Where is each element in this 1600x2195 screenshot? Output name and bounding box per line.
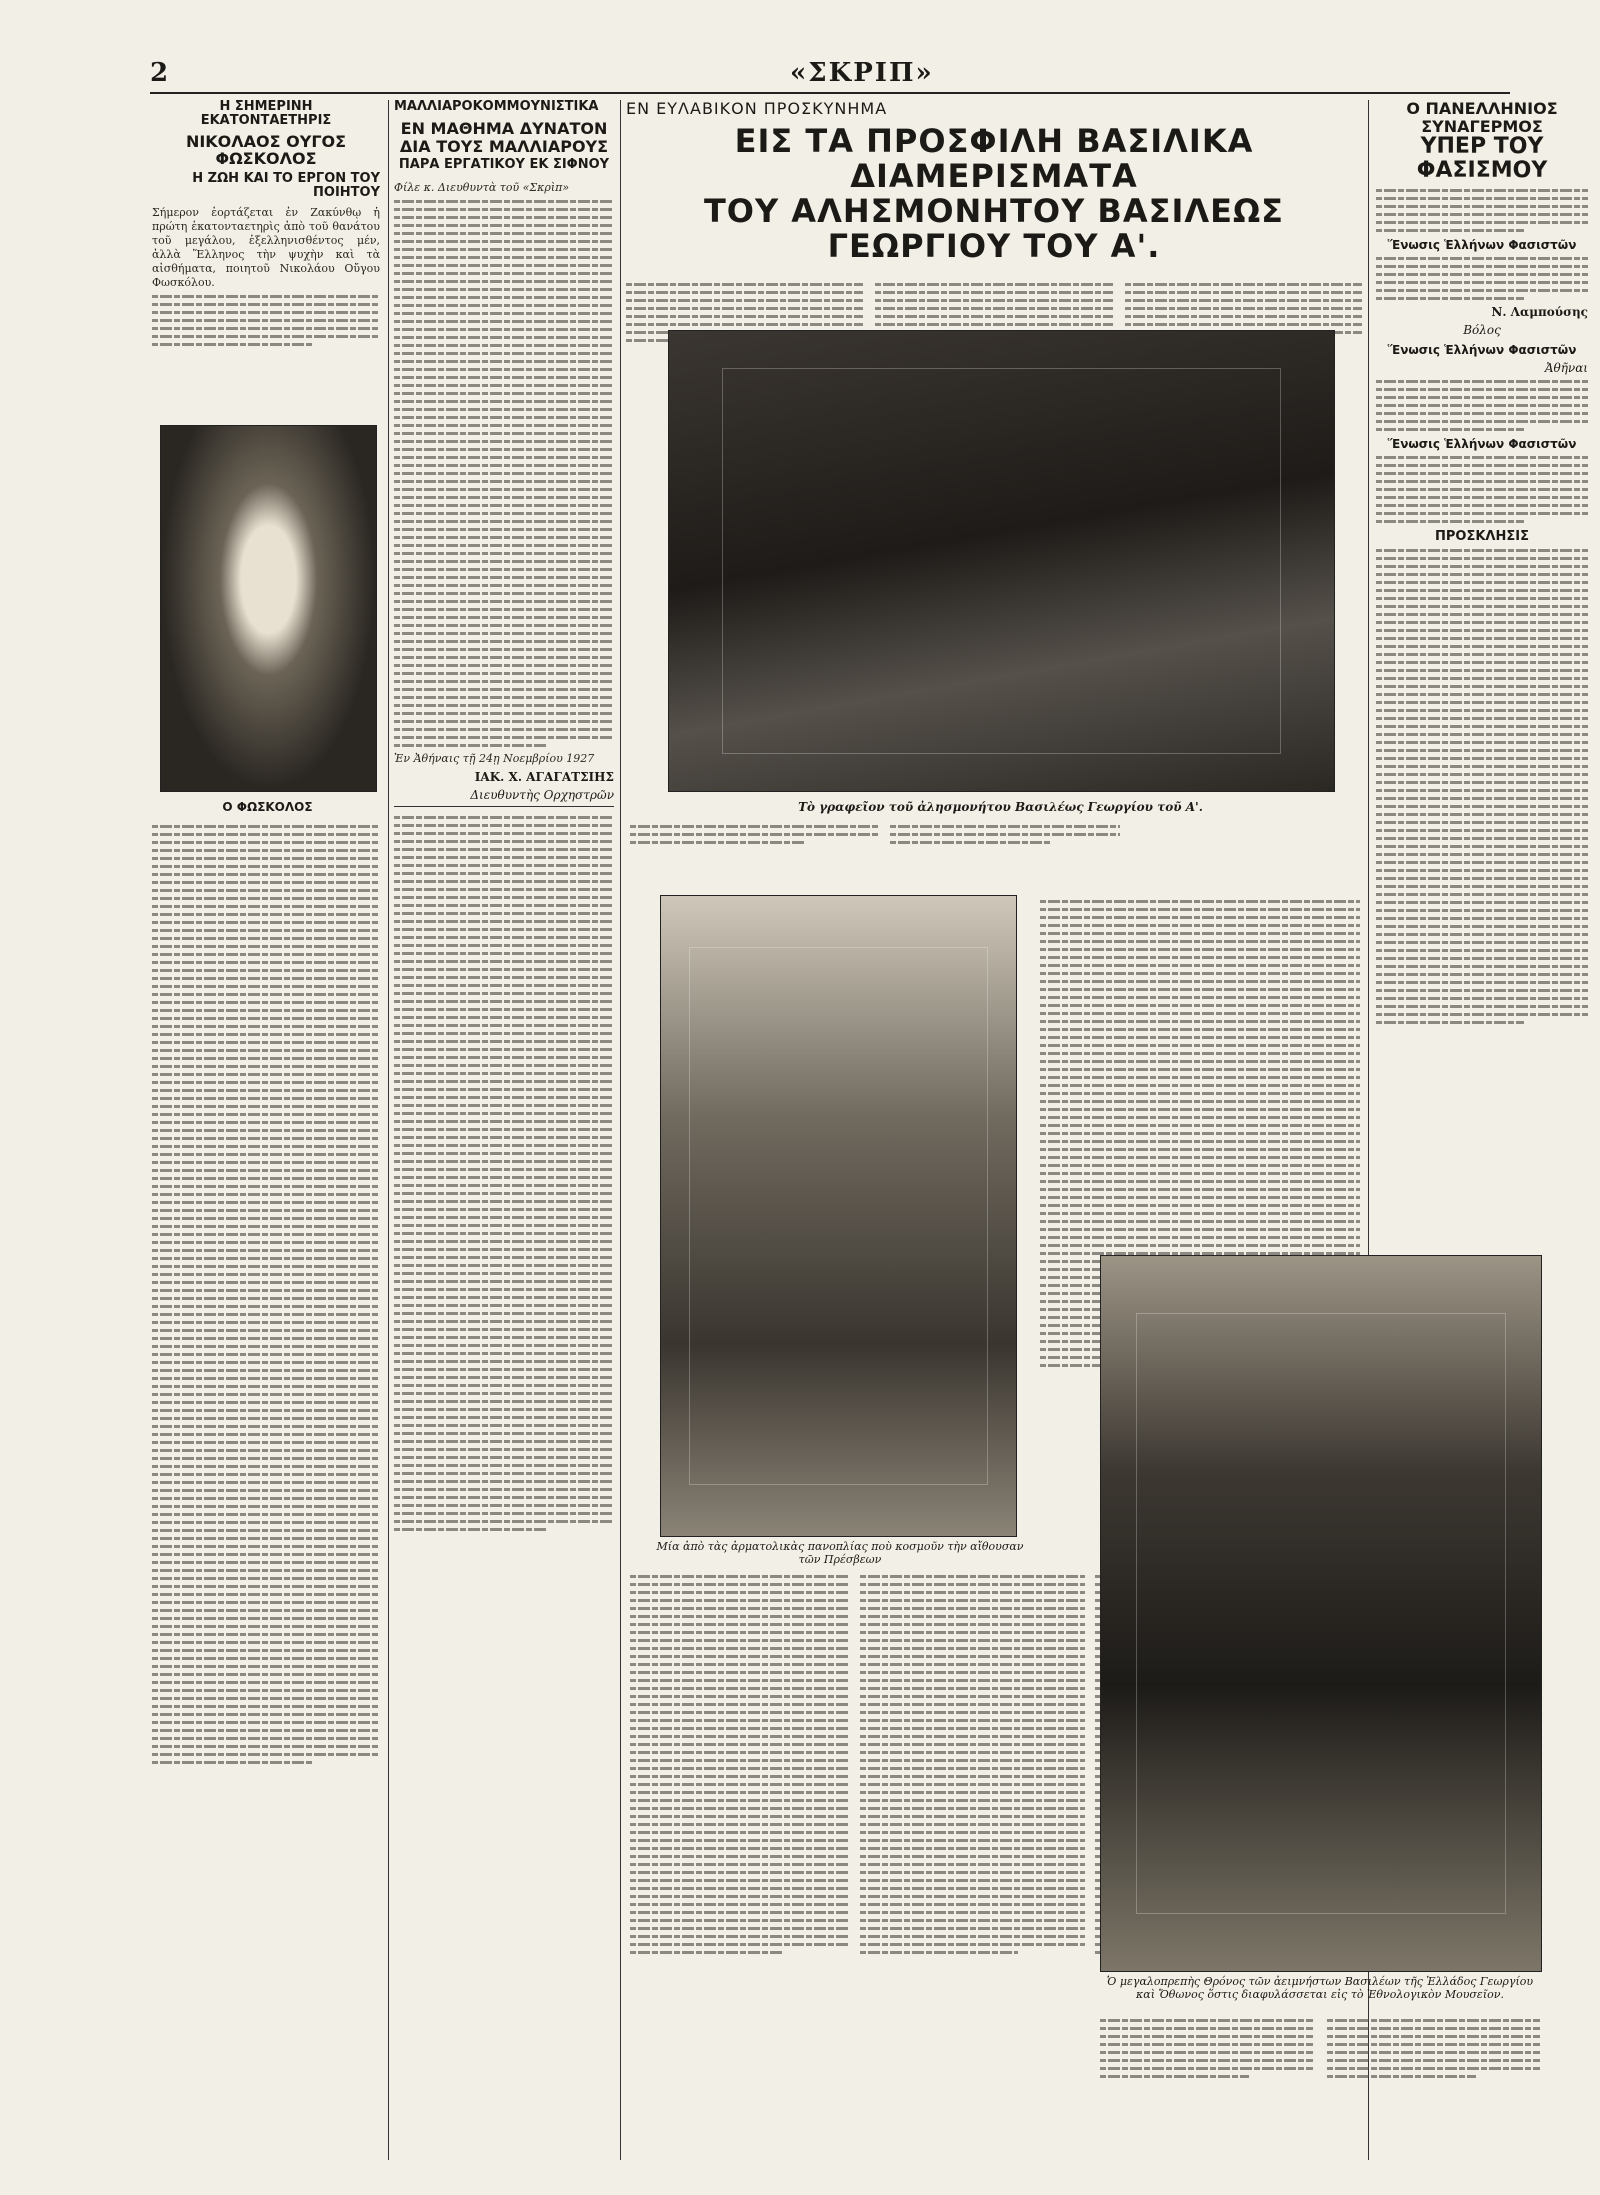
photo-armour-caption: Μία ἀπὸ τὰς ἀρματολικὰς πανοπλίας ποὺ κοσμοῦν τὴν αἴθουσαν τῶν Πρέσβεων	[656, 1540, 1024, 1566]
union-heading: Ἕνωσις Ἑλλήνων Φασιστῶν	[1387, 436, 1577, 451]
column-rule	[620, 100, 621, 2160]
article-kicker: ΜΑΛΛΙΑΡΟΚΟΜΜΟΥΝΙΣΤΙΚΑ	[394, 100, 599, 114]
article-kicker: ΕΝ ΕΥΛΑΒΙΚΟΝ ΠΡΟΣΚΥΝΗΜΑ	[626, 100, 888, 118]
article-fascism-rally	[1376, 100, 1588, 1240]
article-subheadline: ΠΑΡΑ ΕΡΓΑΤΙΚΟΥ ΕΚ ΣΙΦΝΟΥ	[398, 157, 610, 173]
article-headline: ΝΙΚΟΛΑΟΣ ΟΥΓΟΣ ΦΩΣΚΟΛΟΣ	[185, 131, 347, 169]
article-lead: Σήμερον ἑορτάζεται ἐν Ζακύνθῳ ἡ πρώτη ἑκατονταετηρὶς ἀπὸ τοῦ θανάτου τοῦ μεγάλου, ἐξελληνισθέντος μέν, ἀλλὰ Ἕλληνος τὴν ψυχὴν καὶ τὰ αἰσθήματα, ποιητοῦ Νικολάου Οὔγου Φωσκόλου.	[152, 206, 380, 290]
article-headline: ΕΝ ΜΑΘΗΜΑ ΔΥΝΑΤΟΝ	[400, 119, 608, 139]
letter-signature: ΙΑΚ. Χ. ΑΓΑΓΑΤΣΙΗΣ	[474, 769, 614, 784]
portrait-caption: Ο ΦΩΣΚΟΛΟΣ	[222, 800, 313, 814]
union-heading: Ἕνωσις Ἑλλήνων Φασιστῶν	[1387, 342, 1577, 357]
article-letter	[394, 100, 614, 2160]
union-city: Βόλος	[1463, 322, 1501, 337]
masthead	[150, 52, 1510, 94]
article-headline-line2: ΔΙΑ ΤΟΥΣ ΜΑΛΛΙΑΡΟΥΣ	[399, 136, 609, 156]
article-headline-line2: ΤΟΥ ΑΛΗΣΜΟΝΗΤΟΥ ΒΑΣΙΛΕΩΣ ΓΕΩΡΓΙΟΥ ΤΟΥ Α'.	[703, 191, 1285, 266]
article-text-block	[1100, 2010, 1540, 2160]
article-text-block	[152, 295, 380, 346]
article-text-block	[630, 1570, 850, 2155]
letter-salutation: Φίλε κ. Διευθυντὰ τοῦ «Σκρὶπ»	[394, 180, 570, 194]
page-number: 2	[150, 58, 169, 88]
notice-title: ΠΡΟΣΚΛΗΣΙΣ	[1435, 528, 1529, 544]
letter-dateline: Ἐν Ἀθήναις τῇ 24ῃ Νοεμβρίου 1927	[394, 751, 595, 765]
article-headline: ΕΙΣ ΤΑ ΠΡΟΣΦΙΛΗ ΒΑΣΙΛΙΚΑ ΔΙΑΜΕΡΙΣΜΑΤΑ	[734, 121, 1254, 195]
continued-text-block	[394, 806, 614, 1531]
union-heading: Ἕνωσις Ἑλλήνων Φασιστῶν	[1387, 237, 1577, 252]
article-headline-line2: ΥΠΕΡ ΤΟΥ ΦΑΣΙΣΜΟΥ	[1416, 134, 1548, 184]
photo-throne-caption: Ὁ μεγαλοπρεπὴς Θρόνος τῶν ἀειμνήστων Βασιλέων τῆς Ἑλλάδος Γεωργίου καὶ Ὄθωνος ὅστις διαφυλάσσεται εἰς τὸ Ἐθνολογικὸν Μουσεῖον.	[1106, 1975, 1534, 2001]
article-headline: Ο ΠΑΝΕΛΛΗΝΙΟΣ ΣΥΝΑΓΕΡΜΟΣ	[1406, 100, 1558, 136]
article-text-block	[860, 1570, 1085, 2155]
photo-king-study	[668, 330, 1335, 792]
article-text-block	[890, 820, 1120, 880]
article-text-block	[394, 200, 614, 747]
letter-signature-role: Διευθυντὴς Ορχηστρῶν	[470, 787, 614, 802]
article-subheadline: Η ΖΩΗ ΚΑΙ ΤΟ ΕΡΓΟΝ ΤΟΥ ΠΟΙΗΤΟΥ	[192, 170, 380, 201]
photo-throne	[1100, 1255, 1542, 1972]
article-foscolo-continued	[152, 820, 380, 2150]
column-rule	[388, 100, 389, 2160]
newspaper-title: «ΣΚΡΙΠ»	[790, 58, 934, 88]
foscolo-portrait	[160, 425, 377, 792]
photo-armour	[660, 895, 1017, 1537]
union-signature: Ν. Λαμπούσης	[1491, 304, 1588, 319]
union-city: Ἀθῆναι	[1544, 360, 1588, 375]
photo-king-study-caption: Τὸ γραφεῖον τοῦ ἀλησμονήτου Βασιλέως Γεωργίου τοῦ Α'.	[798, 800, 1203, 814]
article-text-block	[630, 820, 880, 880]
article-kicker: Η ΣΗΜΕΡΙΝΗ ΕΚΑΤΟΝΤΑΕΤΗΡΙΣ	[200, 100, 332, 129]
